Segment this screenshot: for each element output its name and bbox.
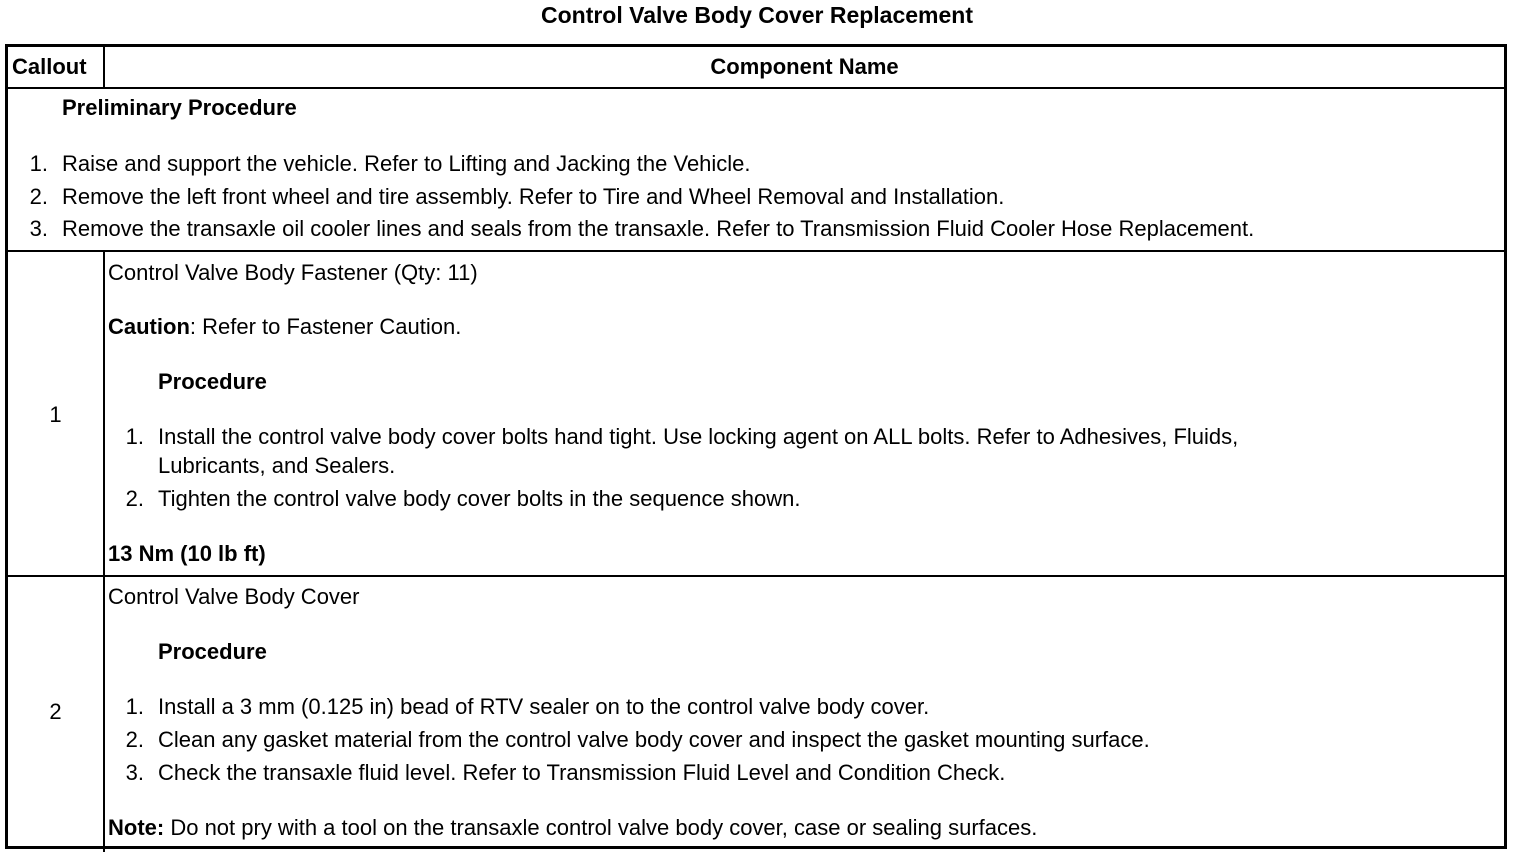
procedure-step-text: Tighten the control valve body cover bolts in the sequence shown. (158, 486, 801, 511)
preliminary-step-number: 2. (29, 184, 48, 209)
note-label: Note: (108, 815, 165, 840)
procedure-step-text-continued: Lubricants, and Sealers. (158, 453, 396, 478)
procedure-step-number: 2. (125, 486, 144, 511)
header-divider (8, 87, 1504, 89)
preliminary-step-text: Remove the left front wheel and tire assembly. Refer to Tire and Wheel Removal and Installation. (62, 184, 1005, 209)
caution-text: : Refer to Fastener Caution. (189, 314, 462, 339)
page-title: Control Valve Body Cover Replacement (540, 2, 973, 28)
caution-line (108, 314, 461, 340)
note-line (108, 815, 1037, 841)
preliminary-step-number: 1. (29, 151, 48, 176)
torque-spec: 13 Nm (10 lb ft) (108, 541, 266, 566)
callout-number: 2 (49, 699, 62, 724)
procedure-step-text: Install the control valve body cover bolts hand tight. Use locking agent on ALL bolts. Refer to Adhesives, Fluids, (158, 424, 1239, 449)
procedure-step-number: 1. (125, 424, 144, 449)
header-callout: Callout (12, 54, 87, 79)
note-text: Do not pry with a tool on the transaxle control valve body cover, case or sealing surfaces. (164, 815, 1038, 840)
preliminary-heading: Preliminary Procedure (62, 95, 297, 120)
preliminary-step-number: 3. (29, 216, 48, 241)
callout-number: 1 (49, 402, 62, 427)
caution-label: Caution (108, 314, 190, 339)
preliminary-step-text: Remove the transaxle oil cooler lines and seals from the transaxle. Refer to Transmission Fluid Cooler Hose Replacement. (62, 216, 1255, 241)
body-column-divider (103, 250, 105, 852)
procedure-heading: Procedure (158, 369, 267, 394)
procedure-step-number: 3. (125, 760, 144, 785)
procedure-step-number: 2. (125, 727, 144, 752)
procedure-step-number: 1. (125, 694, 144, 719)
preliminary-step-text: Raise and support the vehicle. Refer to Lifting and Jacking the Vehicle. (62, 151, 751, 176)
procedure-heading: Procedure (158, 639, 267, 664)
row-divider-1 (8, 250, 1504, 252)
component-table (5, 44, 1507, 849)
procedure-step-text: Install a 3 mm (0.125 in) bead of RTV sealer on to the control valve body cover. (158, 694, 930, 719)
row-divider-2 (8, 575, 1504, 577)
procedure-step-text: Check the transaxle fluid level. Refer to Transmission Fluid Level and Condition Check. (158, 760, 1006, 785)
component-name: Control Valve Body Fastener (Qty: 11) (108, 260, 478, 285)
component-name: Control Valve Body Cover (108, 584, 360, 609)
header-component-name: Component Name (710, 54, 899, 79)
procedure-step-text: Clean any gasket material from the control valve body cover and inspect the gasket mounting surface. (158, 727, 1150, 752)
